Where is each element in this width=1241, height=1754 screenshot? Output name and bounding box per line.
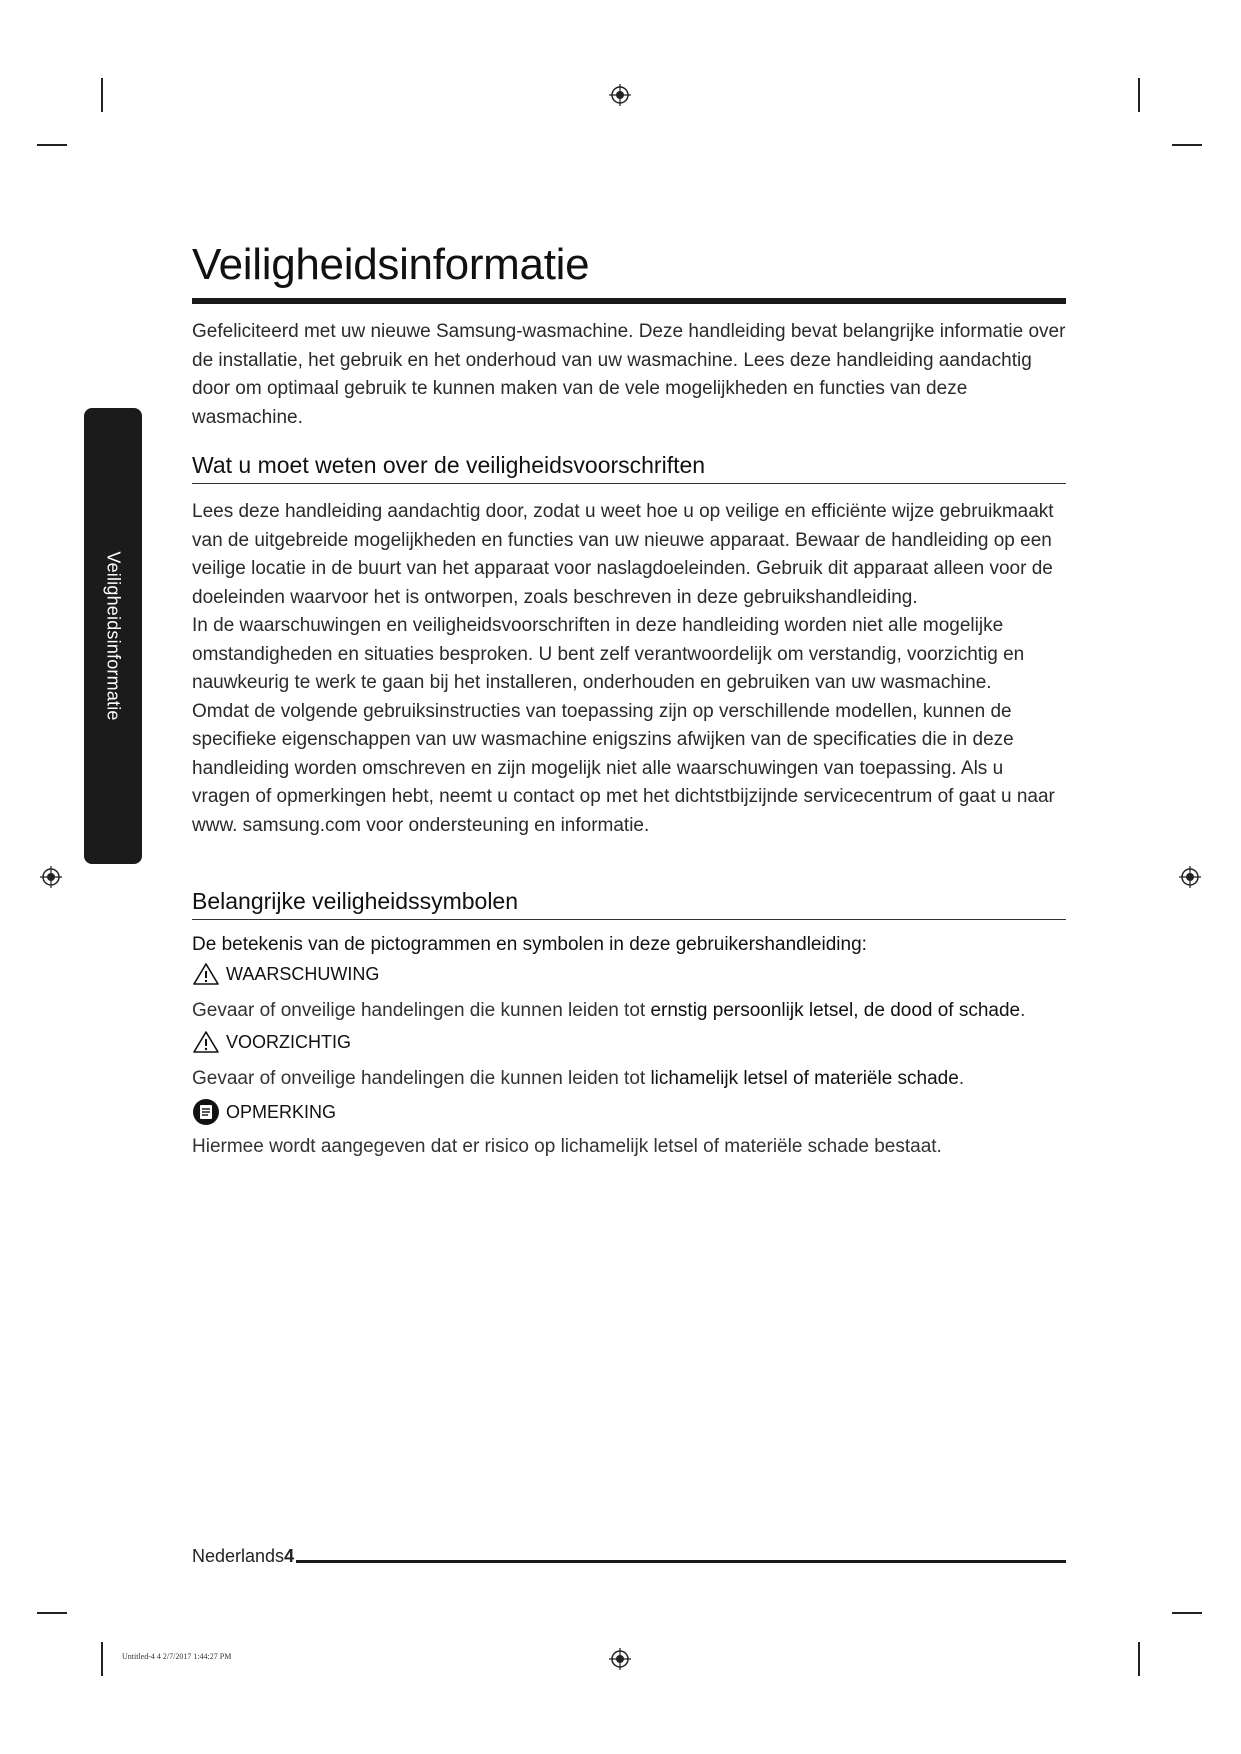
- caution-description: [192, 1068, 964, 1090]
- note-icon: [192, 1098, 220, 1126]
- crop-mark-top-right-vertical: [1138, 78, 1140, 112]
- warning-label: WAARSCHUWING: [226, 963, 380, 984]
- caution-label: VOORZICHTIG: [226, 1031, 351, 1052]
- crop-mark-bottom-right-vertical: [1138, 1642, 1140, 1676]
- intro-block: [192, 318, 1066, 432]
- print-slug: Untitled-4 4 2/7/2017 1:44:27 PM: [122, 1652, 232, 1661]
- footer-page-label: [192, 1546, 294, 1567]
- footer-rule: [296, 1560, 1066, 1563]
- page-title: Veiligheidsinformatie: [192, 240, 590, 289]
- warning-desc-prefix: Gevaar of onveilige handelingen die kunnen leiden tot: [192, 1000, 651, 1021]
- warning-description: [192, 1000, 1025, 1022]
- registration-mark-icon: [609, 84, 631, 106]
- crop-mark-top-left-vertical: [101, 78, 103, 112]
- section-heading-safety-symbols: Belangrijke veiligheidssymbolen: [192, 888, 1066, 920]
- warning-symbol-row: [192, 962, 379, 986]
- warning-desc-emphasis: ernstig persoonlijk letsel, de dood of schade: [650, 1000, 1021, 1021]
- crop-mark-bottom-left-vertical: [101, 1642, 103, 1676]
- safety-paragraph: Lees deze handleiding aandachtig door, zodat u weet hoe u op veilige en efficiënte wijze gebruikmaakt van de uitgebreide mogelijkheden en functies van uw nieuwe apparaat. Bewaar de handleiding op een veilige locatie in de buurt van het apparaat voor naslagdoeleinden. Gebruik dit apparaat alleen voor de doeleinden waarvoor het is ontworpen, zoals beschreven in deze gebruikshandleiding.: [192, 501, 1054, 608]
- registration-mark-icon: [40, 866, 62, 888]
- caution-desc-prefix: Gevaar of onveilige handelingen die kunnen leiden tot: [192, 1068, 651, 1089]
- safety-paragraph: Omdat de volgende gebruiksinstructies van toepassing zijn op verschillende modellen, kunnen de specifieke eigenschappen van uw wasmachine enigszins afwijken van de specificaties die in deze handleiding worden omschreven en zijn mogelijk niet alle waarschuwingen van toepassing. Als u vragen of opmerkingen hebt, neemt u contact op met het dichtstbijzijnde servicecentrum of gaat u naar www. samsung.com voor ondersteuning en informatie.: [192, 700, 1055, 836]
- title-rule: [192, 298, 1066, 304]
- caution-triangle-icon: [192, 1030, 220, 1054]
- symbols-lead: De betekenis van de pictogrammen en symbolen in deze gebruikershandleiding:: [192, 934, 867, 955]
- safety-paragraph: In de waarschuwingen en veiligheidsvoorschriften in deze handleiding worden niet alle mogelijke omstandigheden en situaties besproken. U bent zelf verantwoordelijk om verstandig, voorzichtig en nauwkeurig te werk te gaan bij het installeren, onderhouden en gebruiken van uw wasmachine.: [192, 615, 1025, 693]
- registration-mark-icon: [1179, 866, 1201, 888]
- note-symbol-row: [192, 1098, 336, 1126]
- warning-triangle-icon: [192, 962, 220, 986]
- crop-mark-bottom-right-horizontal: [1172, 1612, 1202, 1614]
- caution-desc-emphasis: lichamelijk letsel of materiële schade: [650, 1068, 959, 1089]
- crop-mark-top-left-horizontal: [37, 144, 67, 146]
- safety-instructions-body: [192, 498, 1066, 840]
- crop-mark-bottom-left-horizontal: [37, 1612, 67, 1614]
- section-heading-safety-instructions: Wat u moet weten over de veiligheidsvoorschriften: [192, 452, 1066, 484]
- registration-mark-icon: [609, 1648, 631, 1670]
- side-chapter-tab-label: Veiligheidsinformatie: [103, 551, 124, 721]
- note-label: OPMERKING: [226, 1101, 337, 1122]
- warning-desc-suffix: .: [1020, 1000, 1026, 1021]
- caution-symbol-row: [192, 1030, 351, 1054]
- footer-language: Nederlands: [192, 1546, 285, 1566]
- intro-paragraph: Gefeliciteerd met uw nieuwe Samsung-wasmachine. Deze handleiding bevat belangrijke informatie over de installatie, het gebruik en het onderhoud van uw wasmachine. Lees deze handleiding aandachtig door om optimaal gebruik te kunnen maken van de vele mogelijkheden en functies van deze wasmachine.: [192, 321, 1066, 428]
- note-description: Hiermee wordt aangegeven dat er risico op lichamelijk letsel of materiële schade bestaat.: [192, 1136, 942, 1157]
- page-number: 4: [284, 1546, 295, 1566]
- crop-mark-top-right-horizontal: [1172, 144, 1202, 146]
- caution-desc-suffix: .: [958, 1068, 965, 1089]
